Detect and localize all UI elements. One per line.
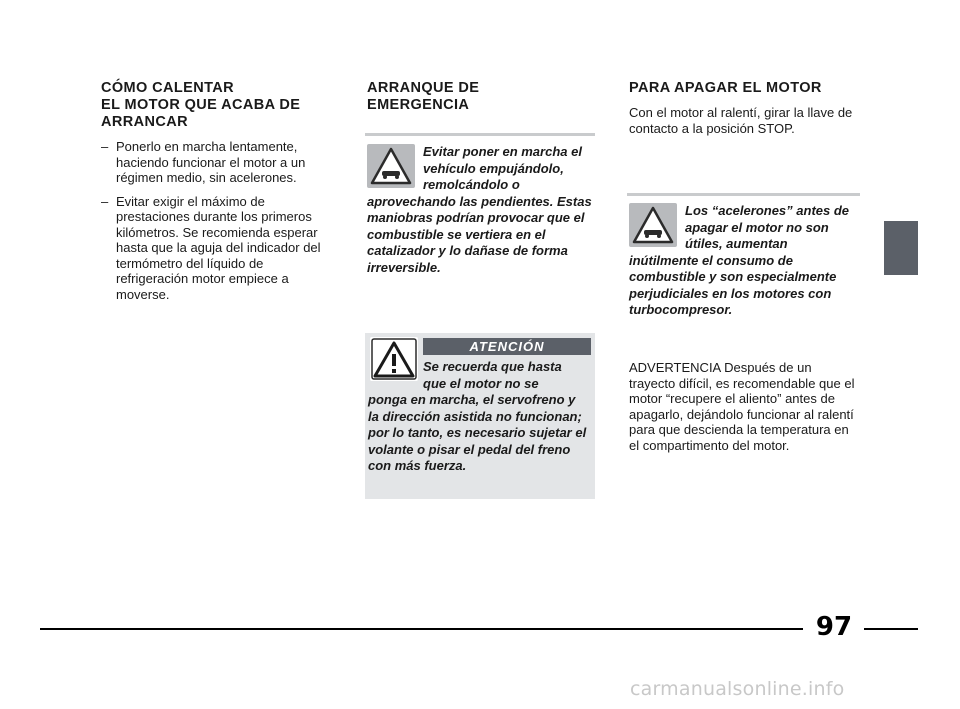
warning-push-start — [367, 144, 593, 276]
attention-text: Se recuerda que hasta que el motor no se ponga en marcha, el servofreno y la dirección asistida no funcionan; por lo tanto, es necesario sujetar el volante o pisar el pedal del freno con más fuerza. — [368, 359, 587, 473]
warning-text: Los “acelerones” antes de apagar el motor no son útiles, aumentan inútilmente el consumo de combustible y son especialmente perjudiciales en los motores con turbocompresor. — [629, 203, 850, 317]
section-heading-engine-stop: PARA APAGAR EL MOTOR — [629, 80, 822, 96]
footer-rule-left — [40, 628, 803, 630]
warning-triangle-icon — [367, 144, 415, 188]
advertencia-note: ADVERTENCIA Después de un trayecto difícil, es recomendable que el motor “recupere el aliento” antes de apagarlo, dejándolo funcionar al ralentí para que descienda la temperatura en el compartimento del motor. — [629, 360, 855, 453]
warning-text: Evitar poner en marcha el vehículo empujándolo, remolcándolo o aprovechando las pendientes. Estas maniobras podrían provocar que el combustible se vertiera en el catalizador y lo dañase de forma irreversible. — [367, 144, 592, 275]
divider — [365, 133, 595, 136]
section-heading-emergency-start: ARRANQUE DE EMERGENCIA — [367, 80, 480, 113]
warning-triangle-icon — [629, 203, 677, 247]
section-heading-warm-up: CÓMO CALENTAR EL MOTOR QUE ACABA DE ARRANCAR — [101, 80, 301, 130]
footer-rule-right — [864, 628, 918, 630]
attention-label: ATENCIÓN — [423, 338, 591, 355]
watermark: carmanualsonline.info — [630, 678, 845, 700]
warning-revving — [629, 203, 857, 319]
list-item: – Evitar exigir el máximo de prestaciones durante los primeros kilómetros. Se recomienda esperar hasta que la aguja del indicador del termómetro del líquido de refrigeración motor empiece a moverse. — [101, 193, 321, 302]
divider — [627, 193, 860, 196]
page-number: 97 — [815, 612, 853, 642]
section-warm-up — [101, 80, 331, 302]
section-tab-marker — [884, 221, 918, 275]
section-emergency-start — [367, 80, 595, 114]
section-engine-stop — [629, 80, 859, 136]
list-item: – Ponerlo en marcha lentamente, haciendo funcionar el motor a un régimen medio, sin acelerones. — [101, 139, 306, 185]
attention-box — [365, 333, 595, 499]
stop-instructions: Con el motor al ralentí, girar la llave de contacto a la posición STOP. — [629, 105, 853, 136]
